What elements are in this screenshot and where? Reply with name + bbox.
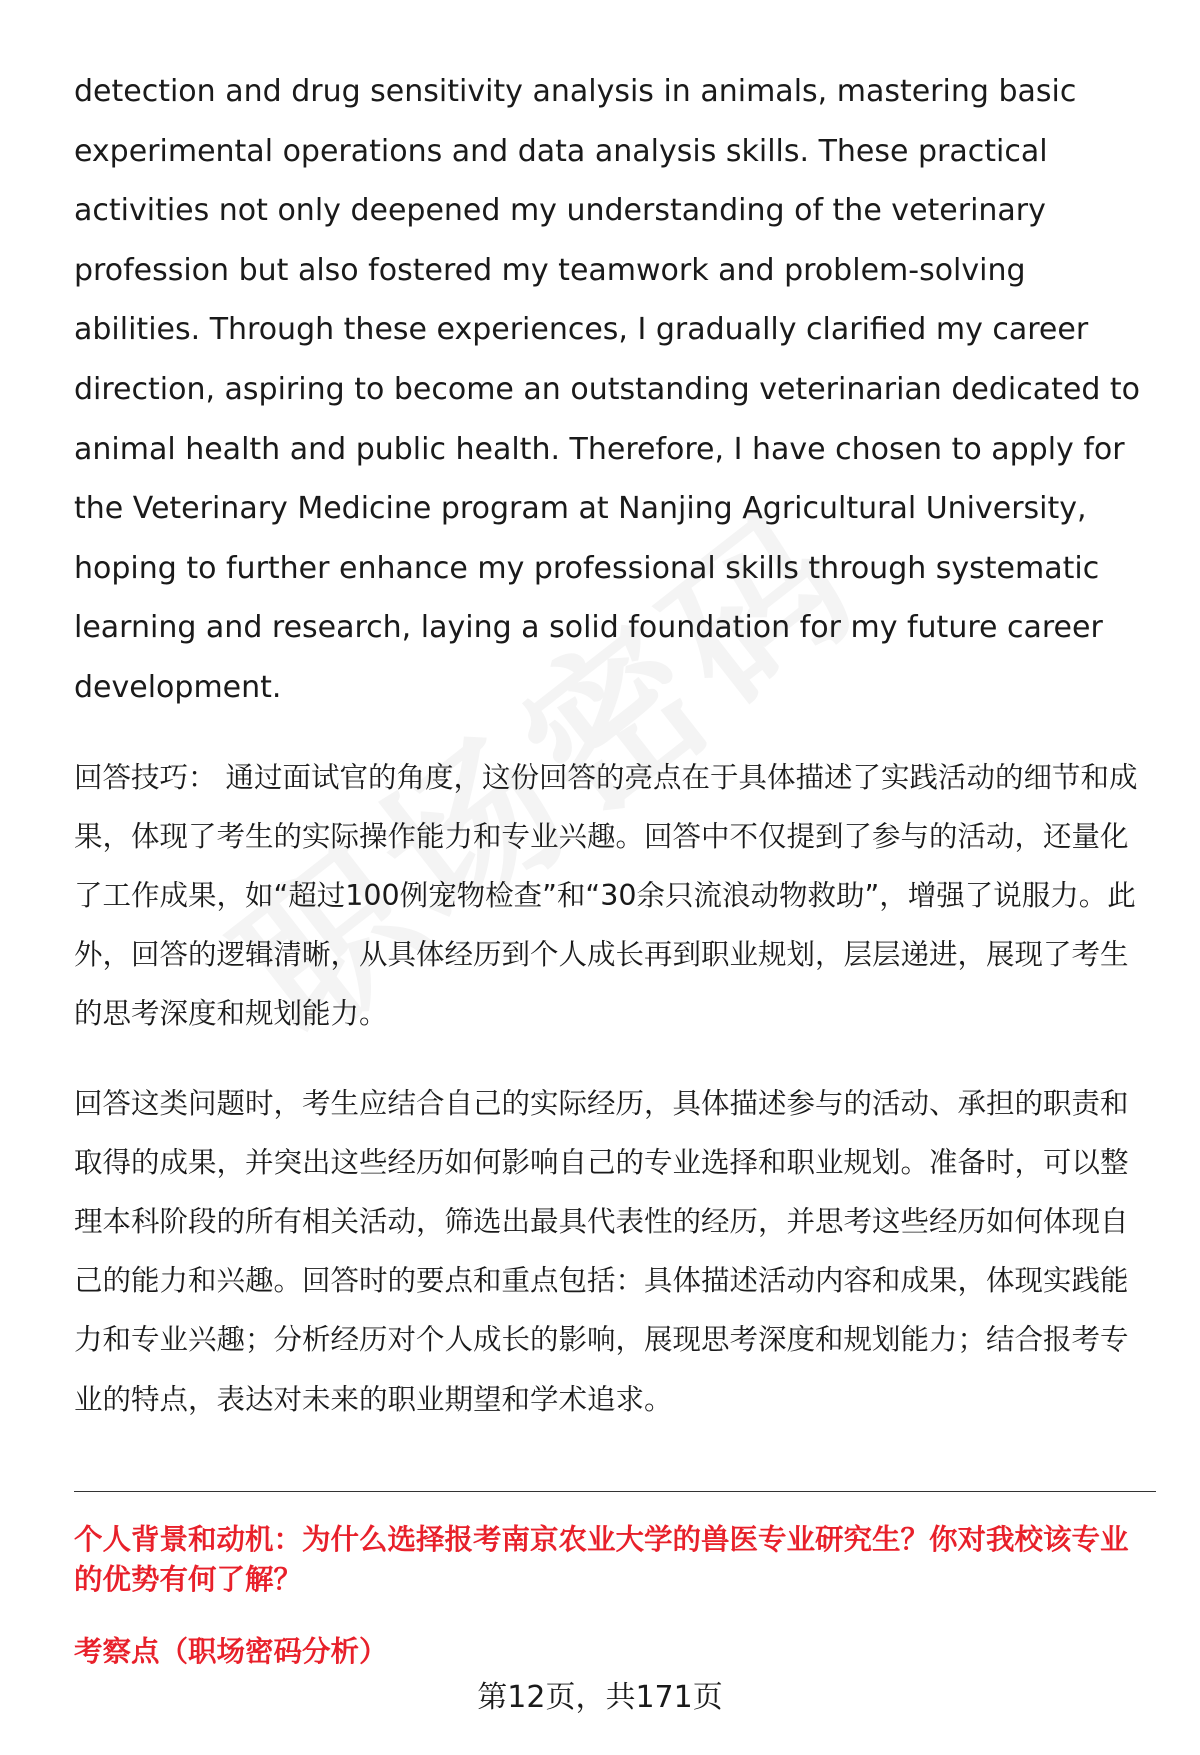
exam-point-heading: 考察点（职场密码分析） [74, 1634, 388, 1668]
english-answer-paragraph: detection and drug sensitivity analysis in animals, mastering basic experimental operations and data analysis skills. These practical activities not only deepened my understanding of the veterinary profession but also fostered my teamwork and problem-solving abilities. Through these experiences, I gradually clarified my career direction, aspiring to become an outstanding veterinarian dedicated to animal health and public health. Therefore, I have chosen to apply for the Veterinary Medicine program at Nanjing Agricultural University, hoping to further enhance my professional skills through systematic learning and research, laying a solid foundation for my future career development. [74, 74, 1141, 705]
page-content [74, 62, 1154, 1672]
question-heading: 个人背景和动机：为什么选择报考南京农业大学的兽医专业研究生？你对我校该专业的优势有何了解？ [74, 1522, 1129, 1596]
answer-advice-paragraph: 回答这类问题时，考生应结合自己的实际经历，具体描述参与的活动、承担的职责和取得的成果，并突出这些经历如何影响自己的专业选择和职业规划。准备时，可以整理本科阶段的所有相关活动，筛选出最具代表性的经历，并思考这些经历如何体现自己的能力和兴趣。回答时的要点和重点包括：具体描述活动内容和成果，体现实践能力和专业兴趣；分析经历对个人成长的影响，展现思考深度和规划能力；结合报考专业的特点，表达对未来的职业期望和学术追求。 [74, 1086, 1129, 1416]
section-divider [74, 1491, 1156, 1492]
page-number: 第12页，共171页 [477, 1680, 723, 1715]
answer-tips-paragraph: 回答技巧： 通过面试官的角度，这份回答的亮点在于具体描述了实践活动的细节和成果，体现了考生的实际操作能力和专业兴趣。回答中不仅提到了参与的活动，还量化了工作成果，如“超过100例宠物检查”和“30余只流浪动物救助”，增强了说服力。此外，回答的逻辑清晰，从具体经历到个人成长再到职业规划，层层递进，展现了考生的思考深度和规划能力。 [74, 760, 1138, 1031]
